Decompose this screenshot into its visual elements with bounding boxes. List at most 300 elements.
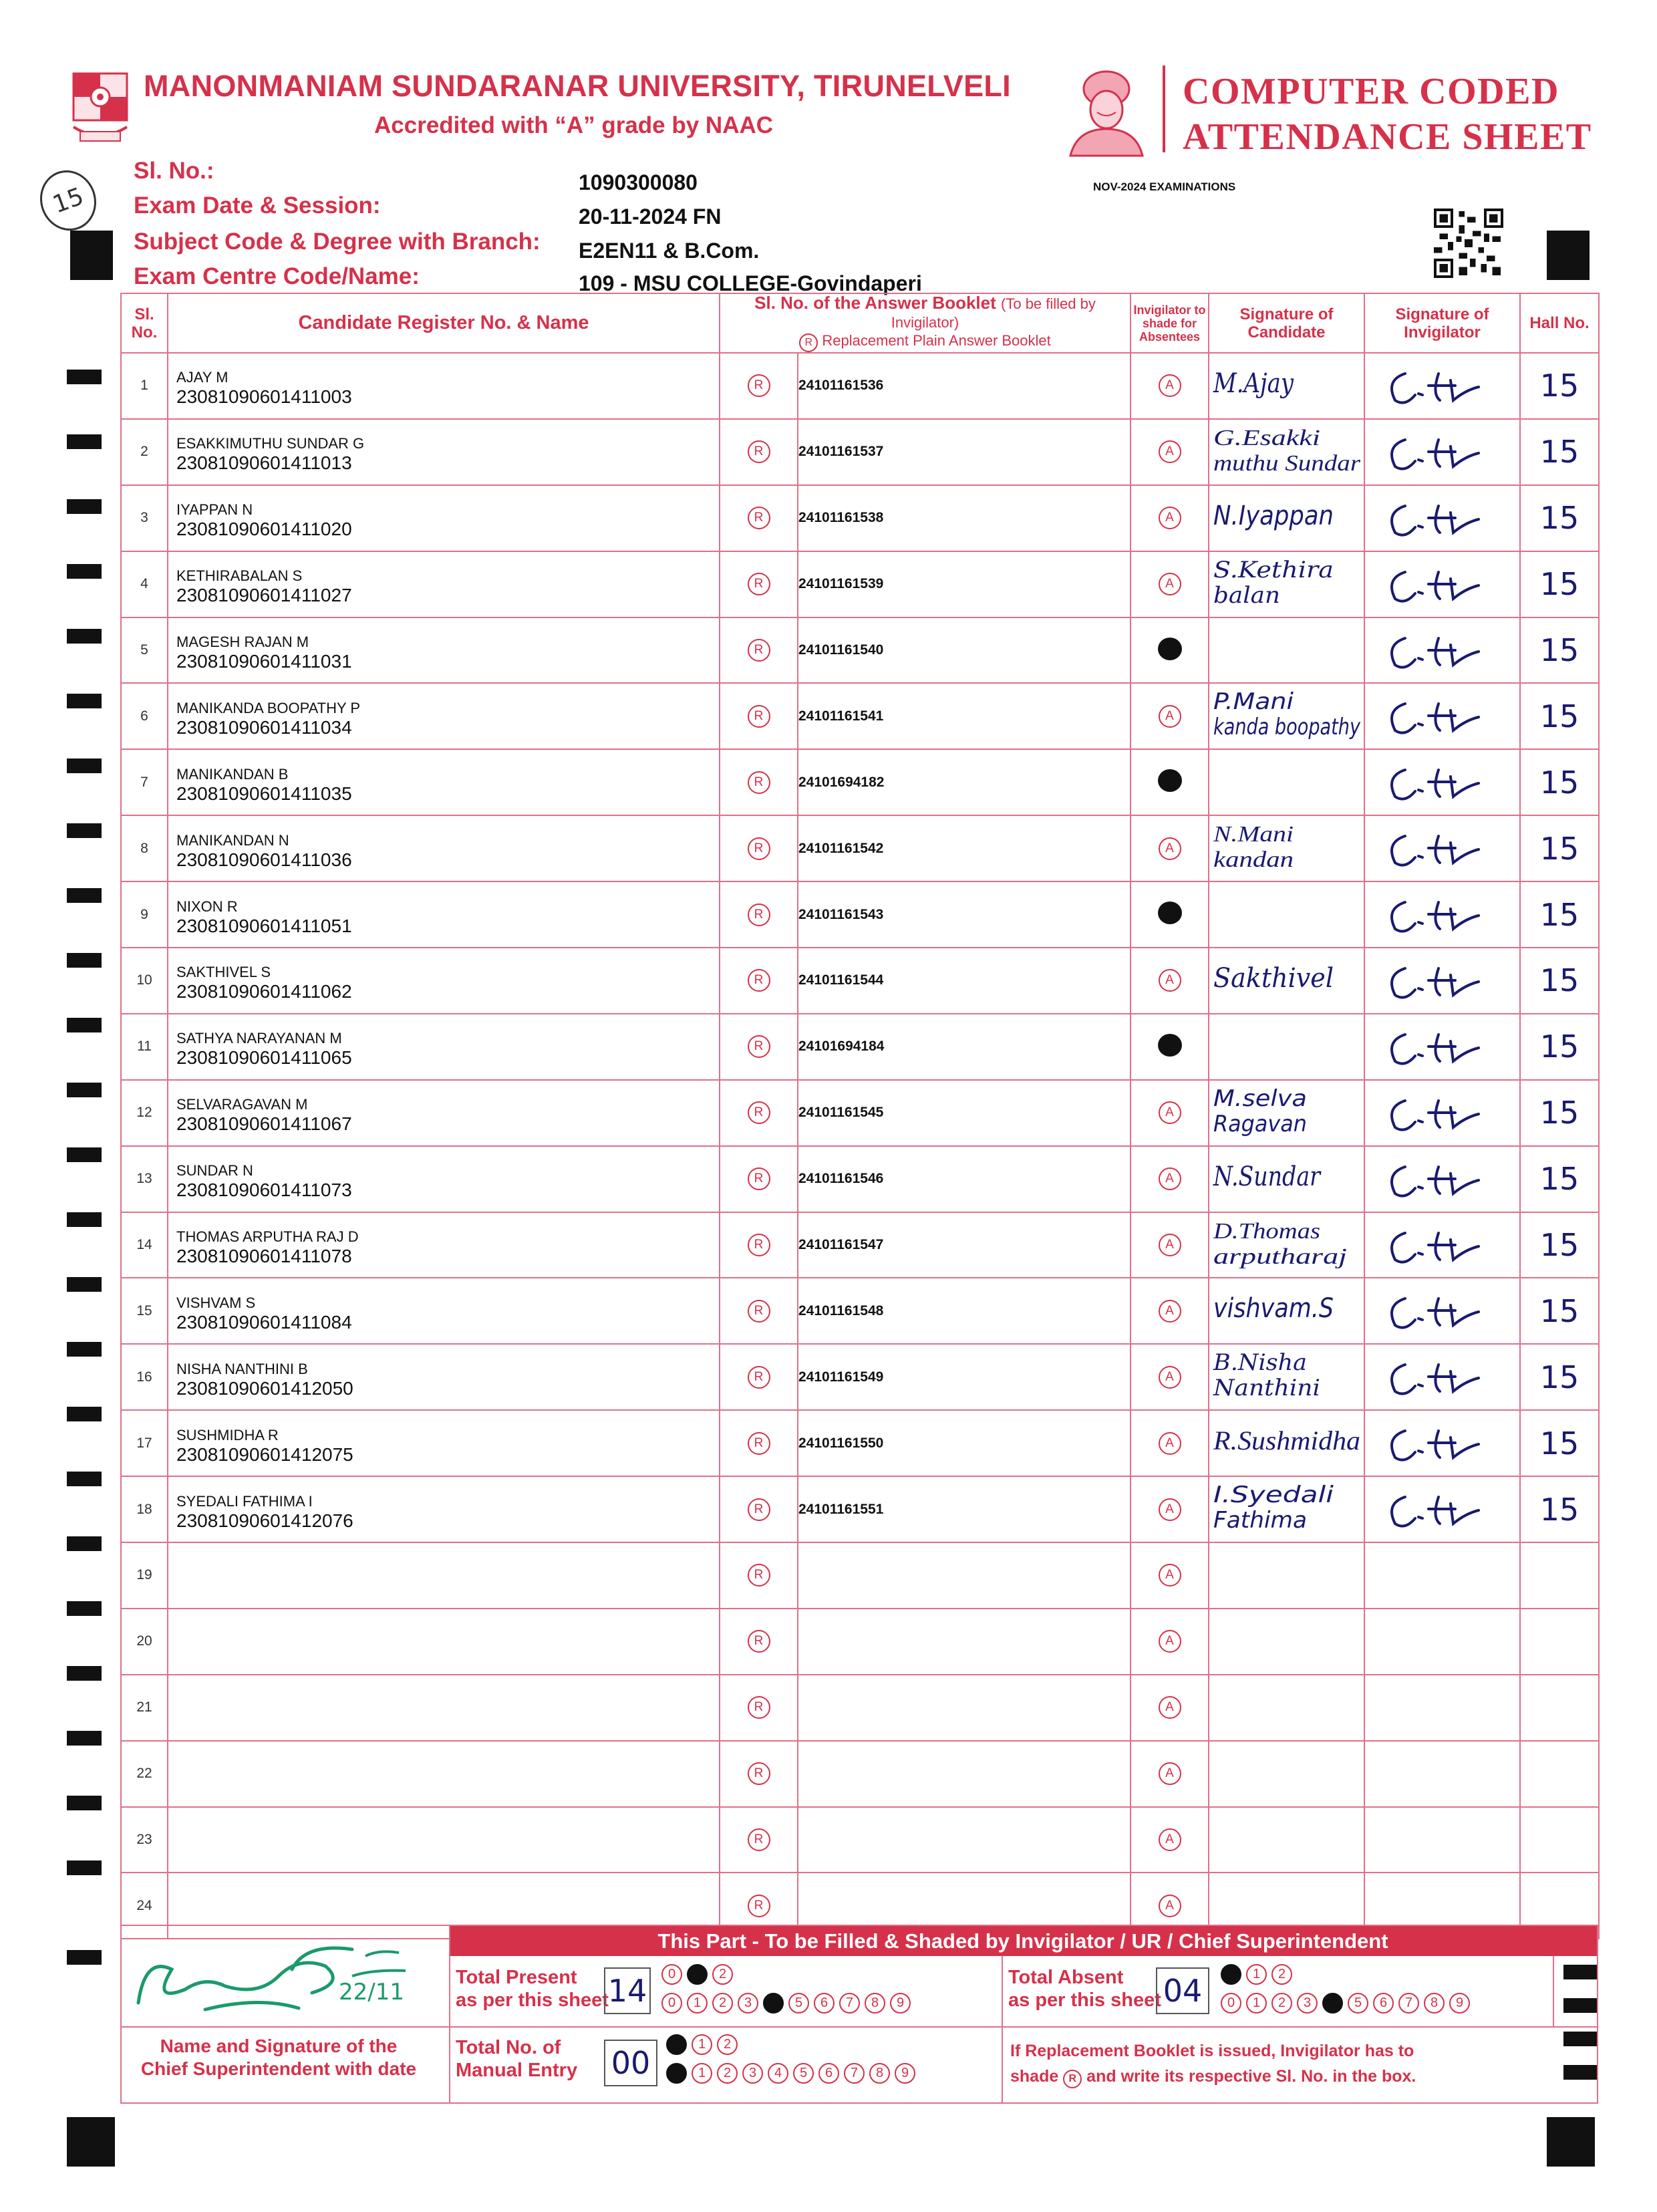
candidate-name [176,1837,719,1842]
replacement-bubble[interactable]: R [748,1300,770,1323]
invigilator-signature-cell [1364,353,1520,419]
col-sl: Sl. No. [121,293,168,353]
replacement-glyph-icon: R [799,333,818,352]
digit-bubble-5[interactable]: 5 [1348,1993,1368,2014]
candidate-signature-text: M.selva [1213,1085,1308,1112]
replacement-bubble[interactable]: R [748,1432,770,1455]
replacement-cell [720,1014,798,1080]
candidate-reg-no: 23081090601411051 [176,915,352,936]
invigilator-signature-cell [1364,683,1520,749]
replacement-bubble[interactable]: R [748,1828,770,1851]
candidate-signature [1209,948,1365,1013]
timing-mark [67,758,102,773]
timing-mark [67,1342,102,1357]
sl-cell: 16 [121,1344,168,1410]
absent-bubble[interactable]: A [1159,1630,1181,1653]
candidate-signature-text: arputharaj [1213,1244,1348,1269]
divider [1553,1956,1554,2026]
absent-bubble[interactable]: A [1159,1498,1181,1521]
digit-bubble-1[interactable]: 1 [692,2034,712,2055]
manual-units-bubbles[interactable] [666,2063,920,2084]
hall-no: 15 [1520,881,1599,948]
replacement-cell [720,1675,798,1741]
table-row [121,1344,1599,1410]
chief-superintendent-signature [125,1929,446,2023]
sl-cell: 6 [121,683,168,749]
hall-no: 15 [1520,1212,1599,1278]
booklet-no: 24101161544 [798,948,1131,1014]
col-absent: Invigilator to shade for Absentees [1131,293,1209,353]
replacement-bubble[interactable]: R [748,1167,770,1190]
table-row [121,749,1599,815]
timing-mark [67,1407,102,1421]
invigilator-signature [1365,684,1521,748]
total-absent-label [1008,1966,1161,2012]
hall-no: 15 [1520,683,1599,749]
booklet-no [798,1675,1131,1741]
replacement-bubble[interactable]: R [748,705,770,728]
absent-cell [1131,1609,1209,1675]
replacement-bubble[interactable]: R [748,507,770,529]
digit-bubble-5[interactable]: 5 [793,2063,814,2084]
candidate-reg-no: 23081090601411020 [176,519,352,540]
candidate-name: NISHA NANTHINI B [176,1360,308,1377]
absent-tens-bubbles[interactable] [1221,1964,1297,1985]
absent-bubble[interactable]: A [1159,1366,1181,1389]
digit-bubble-9[interactable]: 9 [890,1993,911,2014]
booklet-no: 24101161547 [798,1212,1131,1278]
invigilator-signature-cell [1364,1675,1520,1741]
chief-label-line1: Name and Signature of the [160,2036,398,2056]
candidate-cell [168,948,720,1014]
candidate-cell [168,617,720,684]
candidate-cell [168,353,720,419]
hall-no: 15 [1520,617,1599,684]
candidate-cell [168,485,720,551]
subject-value: E2EN11 & B.Com. [579,239,760,263]
timing-mark [67,1472,102,1486]
manual-tens-bubbles[interactable] [666,2034,742,2055]
candidate-signature [1209,1081,1365,1145]
absent-bubble[interactable]: A [1159,1300,1181,1323]
hall-no: 15 [1520,1278,1599,1344]
replacement-bubble[interactable]: R [748,639,770,662]
absent-cell [1131,1344,1209,1410]
total-present-line2: as per this sheet [456,1989,609,2011]
candidate-signature-cell [1209,551,1364,617]
absent-shaded-bubble[interactable] [1158,902,1182,924]
sl-cell: 7 [121,749,168,815]
invigilator-signature [1365,354,1521,418]
candidate-name: THOMAS ARPUTHA RAJ D [176,1228,359,1246]
sl-cell: 14 [121,1212,168,1278]
absent-bubble[interactable]: A [1159,837,1181,860]
candidate-name: SATHYA NARAYANAN M [176,1030,342,1047]
digit-bubble-2[interactable]: 2 [717,2063,738,2084]
digit-bubble-8[interactable]: 8 [865,1993,885,2014]
candidate-cell [168,551,720,617]
invigilator-signature-cell [1364,1080,1520,1146]
replacement-bubble[interactable]: R [748,1630,770,1653]
table-row [121,1410,1599,1476]
absent-bubble[interactable]: A [1159,1167,1181,1190]
digit-bubble-9[interactable]: 9 [1449,1993,1470,2014]
digit-bubble-2[interactable]: 2 [1271,1964,1292,1985]
digit-bubble-7[interactable]: 7 [844,2063,865,2084]
digit-bubble-1[interactable]: 1 [692,2063,712,2084]
digit-bubble-7[interactable]: 7 [1398,1993,1419,2014]
candidate-signature-text: G.Esakki [1213,425,1321,450]
candidate-name: NIXON R [176,897,238,915]
sheet-title [1183,69,1592,160]
digit-bubble-4[interactable]: 4 [768,2063,788,2084]
invigilator-signature-cell [1364,617,1520,684]
candidate-name: SUSHMIDHA R [176,1426,279,1443]
booklet-no: 24101161550 [798,1410,1131,1476]
sl-cell: 15 [121,1278,168,1344]
chief-date-text: 22/11 [339,1979,404,2006]
absent-bubble[interactable]: A [1159,1895,1181,1917]
absent-cell [1131,1675,1209,1741]
candidate-reg-no: 23081090601411078 [176,1246,352,1267]
candidate-reg-no: 23081090601411034 [176,716,352,738]
digit-bubble-0[interactable]: 0 [1221,1964,1241,1985]
corner-mark [1547,231,1590,280]
replacement-bubble[interactable]: R [748,1498,770,1521]
col-sig-invigilator: Signature of Invigilator [1364,293,1520,353]
absent-shaded-bubble[interactable] [1158,638,1182,660]
candidate-cell [168,683,720,749]
absent-cell [1131,948,1209,1014]
replacement-bubble[interactable]: R [748,1101,770,1124]
absent-cell [1131,1014,1209,1080]
candidate-cell [168,1014,720,1080]
sl-cell: 20 [121,1609,168,1675]
digit-bubble-2[interactable]: 2 [717,2034,738,2055]
invigilator-signature [1365,1477,1521,1542]
candidate-signature-text: vishvam.S [1213,1293,1334,1325]
timing-mark [67,1277,102,1292]
invigilator-signature [1365,948,1521,1013]
absent-bubble[interactable]: A [1159,1101,1181,1124]
digit-bubble-2[interactable]: 2 [1271,1993,1292,2014]
replacement-cell [720,749,798,815]
founder-portrait-icon [1064,65,1149,156]
booklet-no: 24101161537 [798,419,1131,485]
absent-bubble[interactable]: A [1159,1234,1181,1256]
candidate-signature-cell [1209,881,1364,948]
candidate-name: MAGESH RAJAN M [176,634,309,650]
col-booklet-title: Sl. No. of the Answer Booklet [754,293,996,313]
timing-mark [67,1860,102,1875]
sl-cell: 24 [121,1873,168,1939]
candidate-signature [1209,420,1365,485]
candidate-name: SYEDALI FATHIMA I [176,1492,313,1510]
candidate-signature [1209,1411,1365,1476]
digit-bubble-3[interactable]: 3 [738,1993,758,2014]
invigilator-signature-cell [1364,881,1520,948]
present-units-bubbles[interactable] [661,1993,915,2014]
candidate-signature [1209,354,1365,418]
digit-bubble-4[interactable]: 4 [1322,1993,1343,2014]
absent-shaded-bubble[interactable] [1158,1034,1182,1057]
absent-cell [1131,1278,1209,1344]
replacement-cell [720,1212,798,1278]
replacement-cell [720,881,798,948]
absent-bubble[interactable]: A [1159,1696,1181,1719]
replacement-cell [720,1609,798,1675]
table-row [121,948,1599,1014]
absent-cell [1131,683,1209,749]
sl-cell: 22 [121,1741,168,1807]
candidate-name [176,1639,719,1644]
absent-bubble[interactable]: A [1159,440,1181,463]
booklet-no: 24101161536 [798,353,1131,419]
total-absent-box[interactable]: 04 [1156,1967,1209,2014]
manual-entry-box[interactable]: 00 [604,2040,657,2086]
timing-mark [67,1666,102,1681]
absent-bubble[interactable]: A [1159,507,1181,529]
digit-bubble-6[interactable]: 6 [1373,1993,1394,2014]
digit-bubble-0[interactable]: 0 [666,2034,687,2055]
hall-no: 15 [1520,815,1599,881]
booklet-no: 24101161545 [798,1080,1131,1146]
candidate-reg-no: 23081090601411013 [176,452,352,474]
candidate-reg-no: 23081090601412075 [176,1443,353,1465]
candidate-cell [168,749,720,815]
candidate-cell [168,1476,720,1542]
sl-cell: 4 [121,551,168,617]
invigilator-signature-cell [1364,1807,1520,1873]
candidate-signature [1209,1345,1365,1409]
invigilator-signature [1365,1081,1521,1145]
booklet-no [798,1807,1131,1873]
digit-bubble-3[interactable]: 3 [742,2063,763,2084]
present-tens-bubbles[interactable] [661,1964,738,1985]
total-present-box[interactable]: 14 [604,1967,651,2014]
timing-mark [67,629,102,644]
replacement-bubble[interactable]: R [748,1366,770,1389]
hall-no: 15 [1520,1146,1599,1212]
replacement-cell [720,551,798,617]
invigilator-signature-cell [1364,551,1520,617]
sl-no-label: Sl. No.: [134,158,214,184]
digit-bubble-0[interactable]: 0 [661,1993,682,2014]
candidate-signature-cell [1209,1609,1364,1675]
candidate-name: ESAKKIMUTHU SUNDAR G [176,435,365,452]
booklet-no [798,1609,1131,1675]
invigilator-signature [1365,552,1521,617]
digit-bubble-1[interactable]: 1 [687,1964,708,1985]
timing-mark [67,1796,102,1810]
candidate-signature-cell [1209,1675,1364,1741]
candidate-signature [1209,1477,1365,1542]
absent-cell [1131,1080,1209,1146]
booklet-no: 24101161549 [798,1344,1131,1410]
handwritten-packet-number [35,167,102,234]
absent-bubble[interactable]: A [1159,573,1181,595]
digit-bubble-2[interactable]: 2 [712,1993,733,2014]
table-row [121,1014,1599,1080]
digit-bubble-9[interactable]: 9 [895,2063,915,2084]
booklet-no [798,1741,1131,1807]
table-row [121,419,1599,485]
replacement-bubble[interactable]: R [748,374,770,397]
candidate-signature-cell [1209,1410,1364,1476]
candidate-signature [1209,486,1365,551]
digit-bubble-1[interactable]: 1 [1246,1993,1267,2014]
absent-bubble[interactable]: A [1159,1828,1181,1851]
absent-cell [1131,1807,1209,1873]
candidate-name: SUNDAR N [176,1162,253,1180]
replacement-bubble[interactable]: R [748,440,770,463]
digit-bubble-6[interactable]: 6 [818,2063,839,2084]
replacement-note [1010,2038,1416,2089]
digit-bubble-0[interactable]: 0 [661,1964,682,1985]
note-replacement-glyph-icon: R [1063,2070,1082,2088]
absent-bubble[interactable]: A [1159,1564,1181,1586]
replacement-bubble[interactable]: R [748,771,770,794]
replacement-bubble[interactable]: R [748,1564,770,1586]
invigilator-signature [1365,1411,1521,1476]
total-present-line1: Total Present [456,1967,577,1988]
candidate-signature-text: Sakthivel [1213,963,1334,994]
timing-mark [67,823,102,838]
invigilator-signature-cell [1364,1014,1520,1080]
invigilator-signature [1365,882,1521,947]
sl-cell: 12 [121,1080,168,1146]
candidate-reg-no: 23081090601411027 [176,585,352,606]
digit-bubble-4[interactable]: 4 [763,1993,784,2014]
absent-bubble[interactable]: A [1159,374,1181,397]
booklet-no: 24101694184 [798,1014,1131,1080]
university-name: MANONMANIAM SUNDARANAR UNIVERSITY, TIRUNELVELI [144,69,1011,103]
candidate-signature [1209,552,1365,617]
hall-no [1520,1675,1599,1741]
table-row [121,1476,1599,1542]
absent-shaded-bubble[interactable] [1158,769,1182,792]
sl-cell: 23 [121,1807,168,1873]
digit-bubble-7[interactable]: 7 [839,1993,860,2014]
invigilator-signature-cell [1364,1741,1520,1807]
absent-cell [1131,1410,1209,1476]
manual-entry-label [456,2036,577,2082]
replacement-bubble[interactable]: R [748,904,770,926]
replacement-bubble[interactable]: R [748,969,770,992]
replacement-bubble[interactable]: R [748,1234,770,1256]
absent-cell [1131,1542,1209,1609]
invigilator-signature [1365,1345,1521,1409]
replacement-cell [720,1741,798,1807]
invigilator-signature [1365,1147,1521,1212]
replacement-bubble[interactable]: R [748,1696,770,1719]
invigilator-signature-cell [1364,1476,1520,1542]
timing-mark [67,1601,102,1616]
candidate-name: IYAPPAN N [176,501,253,519]
digit-bubble-8[interactable]: 8 [869,2063,890,2084]
invigilator-signature [1365,750,1521,815]
table-row [121,485,1599,551]
manual-line2: Manual Entry [456,2060,578,2081]
digit-bubble-5[interactable]: 5 [788,1993,809,2014]
accreditation-text: Accredited with “A” grade by NAAC [374,112,774,138]
digit-bubble-6[interactable]: 6 [814,1993,835,2014]
booklet-no: 24101161543 [798,881,1131,948]
replacement-bubble[interactable]: R [748,837,770,860]
replacement-bubble[interactable]: R [748,1895,770,1917]
sl-cell: 17 [121,1410,168,1476]
digit-bubble-1[interactable]: 1 [687,1993,708,2014]
candidate-name [176,1572,719,1578]
candidate-cell [168,1278,720,1344]
table-row [121,881,1599,948]
table-row [121,1807,1599,1873]
digit-bubble-0[interactable]: 0 [666,2063,687,2084]
booklet-no: 24101161546 [798,1146,1131,1212]
invigilator-signature-cell [1364,419,1520,485]
candidate-signature [1209,1213,1365,1278]
hall-no [1520,1542,1599,1609]
booklet-no: 24101161542 [798,815,1131,881]
replacement-bubble[interactable]: R [748,1035,770,1058]
packet-number-text: 15 [49,182,88,219]
candidate-signature-cell [1209,419,1364,485]
attendance-table [120,293,1600,1939]
invigilator-signature-cell [1364,948,1520,1014]
col-hall: Hall No. [1520,293,1599,353]
invigilator-signature [1365,1014,1521,1079]
hall-no: 15 [1520,1476,1599,1542]
hall-no [1520,1807,1599,1873]
absent-bubble[interactable]: A [1159,969,1181,992]
replacement-bubble[interactable]: R [748,1762,770,1785]
absent-units-bubbles[interactable] [1221,1993,1475,2014]
booklet-no: 24101161548 [798,1278,1131,1344]
invigilator-signature [1365,816,1521,881]
replacement-cell [720,948,798,1014]
replacement-cell [720,1146,798,1212]
sl-cell: 3 [121,485,168,551]
candidate-signature-text: P.Mani [1213,688,1294,716]
candidate-cell [168,1807,720,1873]
digit-bubble-2[interactable]: 2 [712,1964,733,1985]
candidate-name: SELVARAGAVAN M [176,1096,308,1113]
col-booklet-note: (To be filled by Invigilator) [891,295,1096,331]
sl-cell: 21 [121,1675,168,1741]
summary-section [120,1925,1598,2104]
digit-bubble-8[interactable]: 8 [1424,1993,1445,2014]
digit-bubble-1[interactable]: 1 [1246,1964,1267,1985]
candidate-signature-cell [1209,1014,1364,1080]
absent-bubble[interactable]: A [1159,705,1181,728]
absent-bubble[interactable]: A [1159,1762,1181,1785]
timing-mark [67,1147,102,1162]
total-absent-line2: as per this sheet [1008,1989,1161,2011]
timing-mark [67,888,102,903]
digit-bubble-0[interactable]: 0 [1221,1993,1241,2014]
corner-mark [70,231,113,280]
candidate-signature-text: kanda boopathy [1213,714,1361,741]
candidate-cell [168,1410,720,1476]
candidate-cell [168,419,720,485]
hall-no: 15 [1520,1014,1599,1080]
candidate-reg-no: 23081090601411031 [176,651,352,672]
digit-bubble-3[interactable]: 3 [1297,1993,1318,2014]
absent-bubble[interactable]: A [1159,1432,1181,1455]
replacement-cell [720,485,798,551]
replacement-cell [720,1278,798,1344]
replacement-bubble[interactable]: R [748,573,770,595]
